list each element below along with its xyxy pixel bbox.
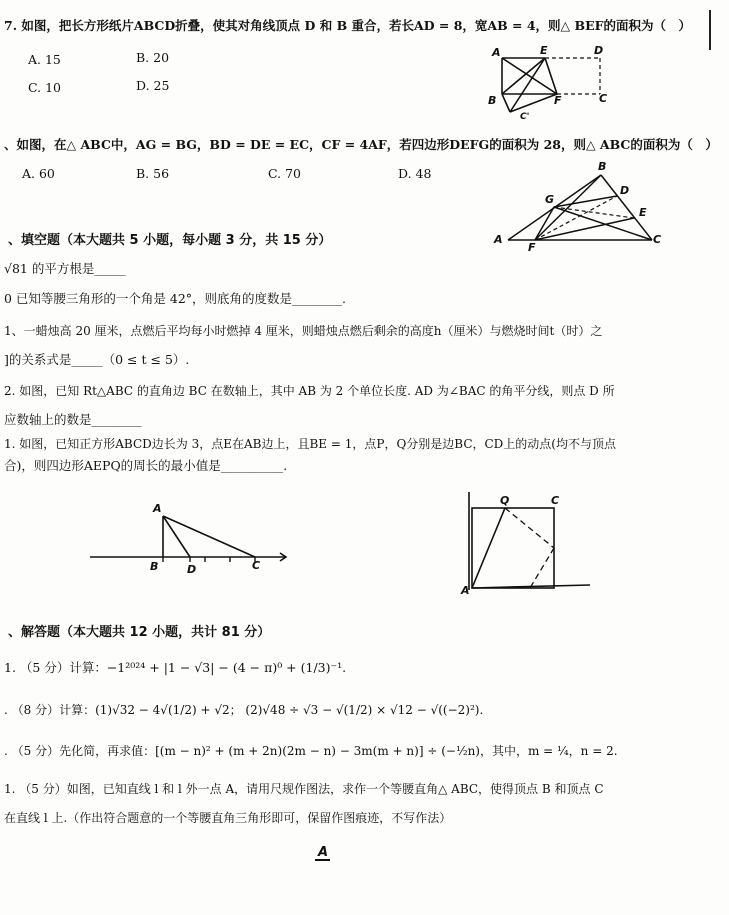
q12-line2: 应数轴上的数是________ xyxy=(4,412,142,427)
q14-text: 1. （5 分）计算：−1²⁰²⁴ + |1 − √3| − (4 − π)⁰ + (1/3)⁻¹. xyxy=(4,660,347,675)
q12-label-b: B xyxy=(150,560,159,573)
q8-stem: 、如图，在△ ABC中，AG = BG，BD = DE = EC，CF = 4AF，若四边形DEFG的面积为 28，则△ ABC的面积为（ ） xyxy=(4,137,718,152)
q7-option-c: C. 10 xyxy=(28,80,61,95)
q7-label-d: D xyxy=(594,44,604,57)
q13-label-q: Q xyxy=(500,494,510,507)
q8-option-c: C. 70 xyxy=(268,166,301,181)
q12-line1: 2. 如图，已知 Rt△ABC 的直角边 BC 在数轴上，其中 AB 为 2 个单位长度. AD 为∠BAC 的角平分线，则点 D 所 xyxy=(4,384,615,398)
q8-label-e: E xyxy=(639,206,647,219)
q7-option-d: D. 25 xyxy=(136,78,170,93)
q17-line2: 在直线 l 上.（作出符合题意的一个等腰直角三角形即可，保留作图痕迹，不写作法） xyxy=(4,811,452,825)
q8-option-a: A. 60 xyxy=(22,166,55,181)
q10-text: 0 已知等腰三角形的一个角是 42°，则底角的度数是________. xyxy=(4,291,347,306)
q16-text: . （5 分）先化简，再求值：[(m − n)² + (m + 2n)(2m − n) − 3m(m + n)] ÷ (−½n)，其中，m = ¼，n = 2. xyxy=(4,744,618,758)
q11-line2: ]的关系式是_____（0 ≤ t ≤ 5）. xyxy=(4,352,190,367)
q7-option-a: A. 15 xyxy=(28,52,61,67)
q8-label-c: C xyxy=(653,233,662,246)
section2-title: 、填空题（本大题共 5 小题，每小题 3 分，共 15 分） xyxy=(8,233,332,248)
section3-title: 、解答题（本大题共 12 小题，共计 81 分） xyxy=(8,625,271,640)
q13-label-c: C xyxy=(551,494,560,507)
q8-label-f: F xyxy=(528,241,536,254)
q17-label-a: A xyxy=(318,845,329,860)
q12-label-a: A xyxy=(153,502,162,515)
q7-option-b: B. 20 xyxy=(136,50,170,65)
q8-option-b: B. 56 xyxy=(136,166,170,181)
q8-label-b: B xyxy=(598,160,607,173)
q8-label-a: A xyxy=(494,233,503,246)
q15-text: . （8 分）计算：(1)√32 − 4√(1/2) + √2； (2)√48 ÷ √3 − √(1/2) × √12 − √((−2)²). xyxy=(4,703,484,717)
q7-label-a: A xyxy=(492,46,501,59)
q12-label-d: D xyxy=(187,563,197,576)
scan-mark xyxy=(709,10,711,50)
q8-label-g: G xyxy=(545,193,555,206)
q8-label-d: D xyxy=(620,184,630,197)
q7-label-f: F xyxy=(554,94,562,107)
q11-line1: 1、一蜡烛高 20 厘米，点燃后平均每小时燃掉 4 厘米，则蜡烛点燃后剩余的高度h（厘米）与燃烧时间t（时）之 xyxy=(4,324,603,338)
q12-label-c: C xyxy=(252,559,261,572)
q13-label-a: A xyxy=(461,584,470,597)
q9-text: √81 的平方根是_____ xyxy=(4,261,126,276)
q17-line1: 1. （5 分）如图，已知直线 l 和 l 外一点 A，请用尺规作图法，求作一个等腰直角△ ABC，使得顶点 B 和顶点 C xyxy=(4,782,604,796)
q13-line2: 合)，则四边形AEPQ的周长的最小值是__________. xyxy=(4,458,288,473)
q7-label-c: C xyxy=(599,92,608,105)
q7-label-b: B xyxy=(488,94,497,107)
q8-option-d: D. 48 xyxy=(398,166,432,181)
q7-label-cprime: C' xyxy=(520,112,530,122)
q13-line1: 1. 如图，已知正方形ABCD边长为 3，点E在AB边上，且BE = 1，点P，Q分别是边BC，CD上的动点(均不与顶点 xyxy=(4,437,616,451)
q7-label-e: E xyxy=(540,44,548,57)
q7-stem: 7. 如图，把长方形纸片ABCD折叠，使其对角线顶点 D 和 B 重合，若长AD = 8，宽AB = 4，则△ BEF的面积为（ ） xyxy=(4,18,691,33)
